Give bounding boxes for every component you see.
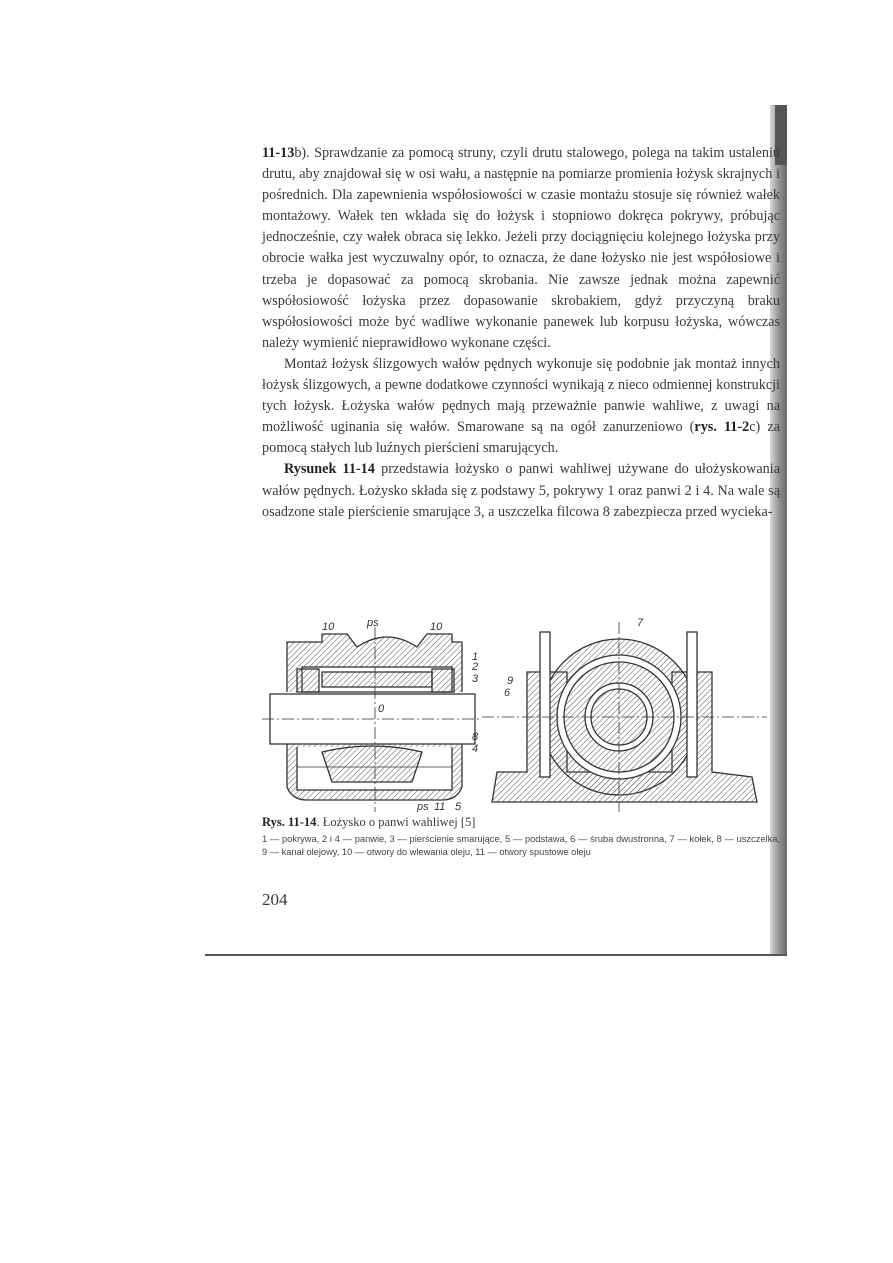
label-9: 9	[507, 675, 514, 687]
paragraph-2	[262, 354, 780, 459]
label-0: 0	[378, 703, 385, 715]
paragraph-text: ) za pomocą stałych lub luźnych pierścieni smarujących.	[262, 419, 780, 457]
figure-ref: 11-13	[262, 145, 295, 161]
figure-ref: rys. 11-2	[694, 419, 750, 436]
label-10: 10	[430, 621, 443, 633]
figure-legend: 1 — pokrywa, 2 i 4 — panwie, 3 — pierścienie smarujące, 5 — podstawa, 6 — śruba dwustronna, 7 — kołek, 8 — uszczelka, 9 — kanał olejowy, 10 — otwory do wlewania oleju, 11 — otwory spustowe oleju	[262, 834, 780, 857]
paragraph-text: przedstawia łożysko o panwi wahliwej używane do ułożyskowania wałów pędnych. Łożysko składa się z podstawy 5, pokrywy 1 oraz panwi 2 i 4. Na wale są osadzone stale pierścienie smarujące 3, a uszczelka filcowa 8 zabezpiecza przed wycieka-	[262, 461, 780, 520]
figure-caption	[262, 815, 780, 830]
label-10: 10	[322, 621, 335, 633]
longitudinal-section	[262, 627, 482, 812]
caption-title: . Łożysko o panwi wahliwej [5]	[316, 815, 476, 829]
page-number: 204	[262, 890, 288, 909]
label-3: 3	[472, 673, 479, 685]
label-1: 1	[472, 651, 479, 663]
label-4: 4	[472, 743, 479, 755]
body-text	[262, 143, 780, 523]
label-8: 8	[472, 731, 479, 743]
label-2: 2	[472, 661, 479, 673]
label-ps: ps	[367, 617, 379, 629]
label-6: 6	[504, 687, 511, 699]
paragraph-text: Montaż łożysk ślizgowych wałów pędnych wykonuje się podobnie jak montaż innych łożysk ślizgowych, a pewne dodatkowe czynności wynikają z nieco odmiennej konstrukcji tych łożysk. Łożyska wałów pędnych mają przeważnie panwie wahliwe, z uwagi na możliwość uginania się wałów. Smarowane są na ogół zanurzeniowo (	[262, 355, 780, 436]
scan-page-bottom-edge	[205, 954, 787, 956]
label-5: 5	[455, 801, 462, 812]
paragraph-1	[262, 143, 780, 354]
bearing-drawing	[262, 612, 782, 812]
figure-ref: Rysunek 11-14	[284, 461, 375, 478]
label-ps: ps	[417, 801, 429, 812]
paragraph-text: b). Sprawdzanie za pomocą struny, czyli drutu stalowego, polega na takim ustaleniu drutu, aby znajdował się w osi wału, a następnie na pomiarze promienia łożysk skrajnych i pośrednich. Dla zapewnienia współosiowości w czasie montażu stosuje się również wałek montażowy. Wałek ten wkłada się do łożysk i stopniowo dokręca pokrywy, próbując jednocześnie, czy wałek obraca się lekko. Jeżeli przy dociągnięciu kolejnego łożyska przy obrocie wałka jest wyczuwalny opór, to oznacza, że dane łożysko nie jest współosiowe i trzeba je dopasować za pomocą skrobania. Nie zawsze jednak można zapewnić współosiowość łożyska przez dopasowanie skrobakiem, gdyż przyczyną braku współosiowości może być wadliwe wykonanie panewek lub korpusu łożyska, wówczas należy wymienić nieprawidłowo wykonane części.	[262, 145, 780, 351]
paragraph-3	[262, 459, 780, 522]
label-11: 11	[434, 801, 446, 812]
figure-ref-suffix: c	[749, 419, 756, 436]
cross-section	[482, 622, 767, 812]
label-7: 7	[637, 617, 644, 629]
caption-number: Rys. 11-14	[262, 815, 317, 829]
